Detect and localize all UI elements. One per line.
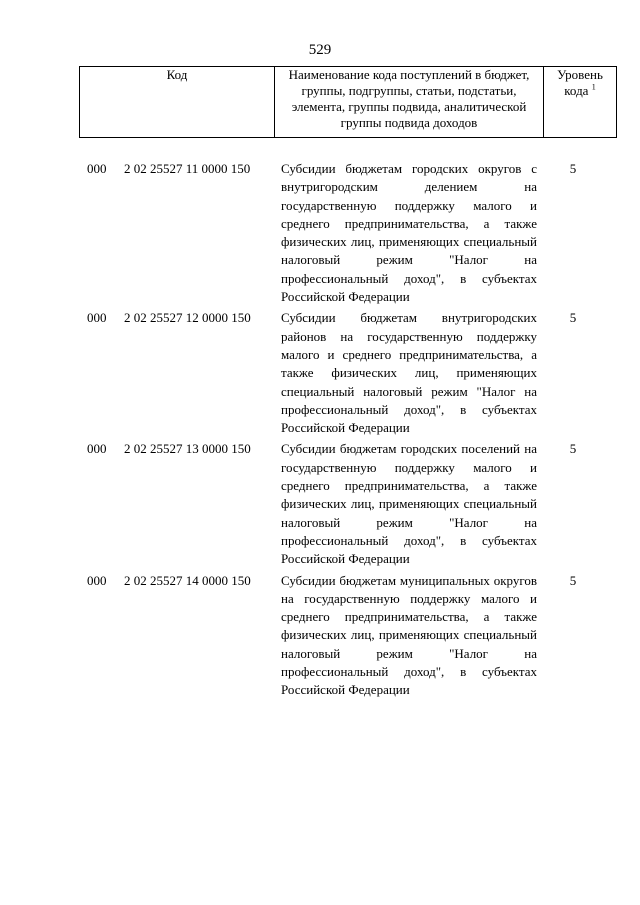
column-header-level-text: Уровень кода [557,67,603,98]
row-name: Субсидии бюджетам муниципальных округов на государственную поддержку малого и среднего предпринимательства, а также физических лиц, применяющих специальный налоговый режим "Налог на профессиональный доход", в субъектах Российской Федерации [281,572,537,698]
table-body [0,157,640,700]
row-code-prefix: 000 [87,441,107,457]
row-code: 2 02 25527 12 0000 150 [124,310,251,326]
table-row [0,306,640,437]
row-name: Субсидии бюджетам внутригородских районов на государственную поддержку малого и среднего предпринимательства, а также физических лиц, применяющих специальный налоговый режим "Налог на профессиональный доход", в субъектах Российской Федерации [281,310,537,436]
column-header-code: Код [80,67,275,138]
row-code-prefix: 000 [87,310,107,326]
row-code: 2 02 25527 13 0000 150 [124,441,251,457]
row-code: 2 02 25527 14 0000 150 [124,572,251,588]
row-name: Субсидии бюджетам городских поселений на государственную поддержку малого и среднего предпринимательства, а также физических лиц, применяющих специальный налоговый режим "Налог на профессиональный доход", в субъектах Российской Федерации [281,441,537,567]
page-number: 529 [308,42,332,58]
table-row [0,437,640,568]
row-level: 5 [569,310,577,326]
table-row [0,569,640,700]
row-level: 5 [569,161,577,176]
row-code-prefix: 000 [87,572,107,588]
footnote-marker: 1 [591,82,596,92]
column-header-name: Наименование кода поступлений в бюджет, группы, подгруппы, статьи, подстатьи, элемента, группы подвида, аналитической группы подвида доходов [275,67,544,138]
row-code: 2 02 25527 11 0000 150 [124,161,251,176]
table-header [79,66,617,138]
row-level: 5 [569,441,577,457]
row-name: Субсидии бюджетам городских округов с внутригородским делением на государственную поддержку малого и среднего предпринимательства, а также физических лиц, применяющих специальный налоговый режим "Налог на профессиональный доход", в субъектах Российской Федерации [281,161,537,305]
row-level: 5 [569,572,577,588]
column-header-level [544,67,617,138]
table-row [0,157,640,306]
row-code-prefix: 000 [87,161,107,176]
